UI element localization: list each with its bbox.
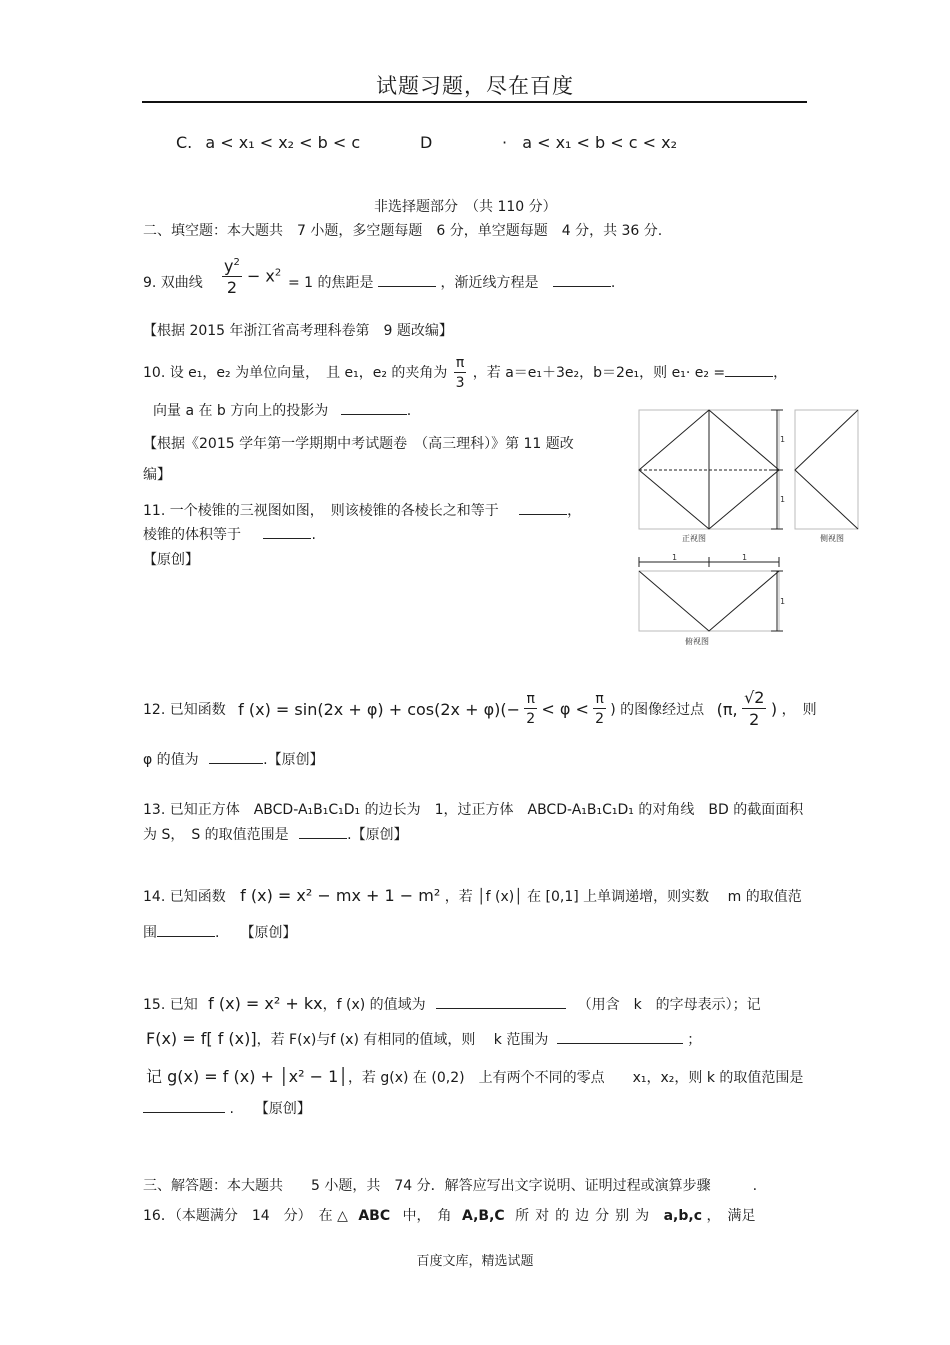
q10-frac-den: 3 xyxy=(455,375,465,391)
q15-line4 xyxy=(143,1098,311,1118)
q12-line1 xyxy=(143,690,817,728)
part3-instruction: 三、解答题：本大题共 5 小题，共 74 分．解答应写出文字说明、证明过程或演算步骤 . xyxy=(143,1178,758,1194)
side-view-label: 侧视图 xyxy=(820,534,844,543)
q15-line1-a: 15. 已知 xyxy=(143,997,198,1013)
q10-blank-2[interactable] xyxy=(341,400,407,415)
dim-label-1e: 1 xyxy=(780,597,786,606)
q12-after: ) 的图像经过点 xyxy=(610,702,705,718)
q11-line2-text: 棱锥的体积等于 xyxy=(143,527,241,543)
q10-line2 xyxy=(153,400,411,420)
q15-line1 xyxy=(143,994,761,1014)
q14-mid: ，若 │f (x)│ 在 [0,1] 上单调递增，则实数 m 的取值范 xyxy=(444,889,802,905)
q10-line1-end: ， xyxy=(773,365,788,381)
front-height-dimension xyxy=(771,410,786,529)
side-view-diagram xyxy=(795,410,858,529)
q13-line1: 13. 已知正方体 ABCD-A₁B₁C₁D₁ 的边长为 1，过正方体 ABCD-A₁B₁C₁D₁ 的对角线 BD 的截面面积 xyxy=(143,802,804,818)
q16-sides: a,b,c xyxy=(663,1208,702,1224)
three-view-figure xyxy=(630,400,865,650)
q15-line4-end: . 【原创】 xyxy=(229,1101,311,1117)
q13-line2-text: 为 S， S 的取值范围是 xyxy=(143,827,289,843)
q15-line1-c: （用含 k 的字母表示）；记 xyxy=(570,997,761,1013)
page-header-title: 试题习题，尽在百度 xyxy=(376,74,574,98)
q12-func: f (x) = sin(2x + φ) + cos(2x + φ)(− xyxy=(238,699,521,719)
front-view-label: 正视图 xyxy=(682,534,706,543)
q15-line3-a: 记 g(x) = f (x) + │x² − 1│ xyxy=(146,1067,348,1086)
q14-func: f (x) = x² − mx + 1 − m² xyxy=(240,886,441,905)
q16-d: ， 满足 xyxy=(706,1208,756,1224)
option-d xyxy=(502,133,677,152)
top-view-diagram xyxy=(639,571,779,631)
q15-line2 xyxy=(146,1029,701,1049)
q9-num-exp: 2 xyxy=(233,257,240,268)
dim-label-1b: 1 xyxy=(780,495,786,504)
q12-line2-text: φ 的值为 xyxy=(143,752,199,768)
dim-label-1a: 1 xyxy=(780,435,786,444)
q9-text xyxy=(288,272,615,292)
dim-label-1d: 1 xyxy=(742,553,748,562)
header-rule xyxy=(142,101,807,103)
q9-number: 9. 双曲线 xyxy=(143,275,203,291)
q16-line1 xyxy=(143,1205,755,1225)
q10-line1 xyxy=(143,356,787,390)
q11-line1-text: 11. 一个棱锥的三视图如图， 则该棱锥的各棱长之和等于 xyxy=(143,503,499,519)
q10-source-a: 【根据《2015 学年第一学期期中考试题卷 （高三理科）》第 11 题改 xyxy=(143,436,574,452)
option-d-dot: · xyxy=(502,133,508,152)
q10-frac-num: π xyxy=(455,355,465,371)
option-c-label: C. xyxy=(176,133,193,152)
q11-blank-1[interactable] xyxy=(519,500,567,515)
q12-two1: 2 xyxy=(526,711,536,727)
q12-blank[interactable] xyxy=(209,749,263,764)
q12-line2-end: .【原创】 xyxy=(263,752,324,768)
q10-blank-1[interactable] xyxy=(725,362,773,377)
q9-fraction xyxy=(222,258,281,296)
q11-blank-2[interactable] xyxy=(263,524,311,539)
q9-mid: ，渐近线方程是 xyxy=(440,275,539,291)
q11-line1 xyxy=(143,500,581,520)
q14-line2 xyxy=(143,922,296,942)
q11-tag: 【原创】 xyxy=(143,552,199,568)
page-footer: 百度文库，精选试题 xyxy=(416,1254,534,1269)
q13-blank[interactable] xyxy=(299,824,347,839)
q13-line2 xyxy=(143,824,408,844)
q15-line2-b: ，若 F(x)与f (x) 有相同的值域，则 k 范围为 xyxy=(256,1032,549,1048)
q12-lt: < φ < xyxy=(541,699,589,719)
q11-line2-end: . xyxy=(311,527,316,543)
part2-heading: 非选择题部分 （共 110 分） xyxy=(374,199,557,215)
dim-label-1c: 1 xyxy=(672,553,678,562)
q15-blank-3[interactable] xyxy=(143,1098,225,1113)
option-c-expr: a < x₁ < x₂ < b < c xyxy=(205,133,361,152)
q10-line2-text: 向量 a 在 b 方向上的投影为 xyxy=(153,403,329,419)
q13-line2-end: .【原创】 xyxy=(347,827,408,843)
q9-eq: = 1 的焦距是 xyxy=(288,275,374,291)
q16-b: 中， 角 xyxy=(402,1208,452,1224)
q15-line1-func: f (x) = x² + kx xyxy=(208,994,323,1013)
q15-line3-b: ，若 g(x) 在 (0,2) 上有两个不同的零点 x₁，x₂，则 k 的取值范围是 xyxy=(347,1070,804,1086)
q16-a: 16．（本题满分 14 分） 在 △ xyxy=(143,1208,348,1224)
q12-two2: 2 xyxy=(595,711,605,727)
part2-instruction: 二、填空题：本大题共 7 小题，多空题每题 6 分，单空题每题 4 分，共 36 分. xyxy=(143,223,663,239)
top-view-label: 俯视图 xyxy=(685,637,709,646)
q16-angles: A,B,C xyxy=(462,1208,505,1224)
top-width-dimension xyxy=(639,557,779,567)
q14-start: 14. 已知函数 xyxy=(143,889,226,905)
q9-num-y: y xyxy=(224,256,234,276)
q12-point-open: (π, xyxy=(716,699,738,719)
option-d-expr: a < x₁ < b < c < x₂ xyxy=(522,133,678,152)
q15-line1-b: ，f (x) 的值域为 xyxy=(322,997,426,1013)
q9-blank-2[interactable] xyxy=(553,272,611,287)
q10-source-b: 编】 xyxy=(143,467,171,483)
q12-sqrt: √2 xyxy=(744,688,765,707)
q10-line2-end: . xyxy=(406,403,412,419)
q12-two3: 2 xyxy=(749,710,760,729)
q15-line2-a: F(x) = f[ f (x)] xyxy=(146,1029,257,1048)
q12-start: 12. 已知函数 xyxy=(143,702,226,718)
q16-abc: ABC xyxy=(358,1208,391,1224)
q9-source: 【根据 2015 年浙江省高考理科卷第 9 题改编】 xyxy=(143,323,453,339)
q10-line1-a: 10. 设 e₁，e₂ 为单位向量， 且 e₁，e₂ 的夹角为 xyxy=(143,365,448,381)
q9-rest: − x xyxy=(246,266,275,286)
q9-rest-exp: 2 xyxy=(274,267,282,279)
q14-line2-text: 围 xyxy=(143,925,157,941)
q11-line1-end: ， xyxy=(567,503,582,519)
front-view-diagram xyxy=(639,410,779,529)
q16-c: 所对的边分别为 xyxy=(515,1208,656,1224)
q12-line2 xyxy=(143,749,324,769)
q9-den: 2 xyxy=(226,278,238,298)
q14-line1 xyxy=(143,886,802,906)
q10-line1-b: ，若 a＝e₁＋3e₂，b＝2e₁，则 e₁· e₂ = xyxy=(472,365,726,381)
option-d-label: D xyxy=(420,133,433,152)
q12-pi2: π xyxy=(595,691,604,707)
q15-line3 xyxy=(146,1064,803,1087)
q14-blank[interactable] xyxy=(157,922,215,937)
q9-blank-1[interactable] xyxy=(378,272,436,287)
q11-line2 xyxy=(143,524,316,544)
q12-then: ， 则 xyxy=(781,702,817,718)
q15-blank-2[interactable] xyxy=(557,1029,683,1044)
q12-pi1: π xyxy=(526,691,535,707)
q14-line2-end: . 【原创】 xyxy=(215,925,297,941)
option-c xyxy=(176,133,360,152)
q9-end: . xyxy=(610,275,616,291)
q12-point-close: ) xyxy=(770,699,778,719)
q15-blank-1[interactable] xyxy=(436,994,566,1009)
q15-line2-end: ； xyxy=(687,1032,702,1048)
